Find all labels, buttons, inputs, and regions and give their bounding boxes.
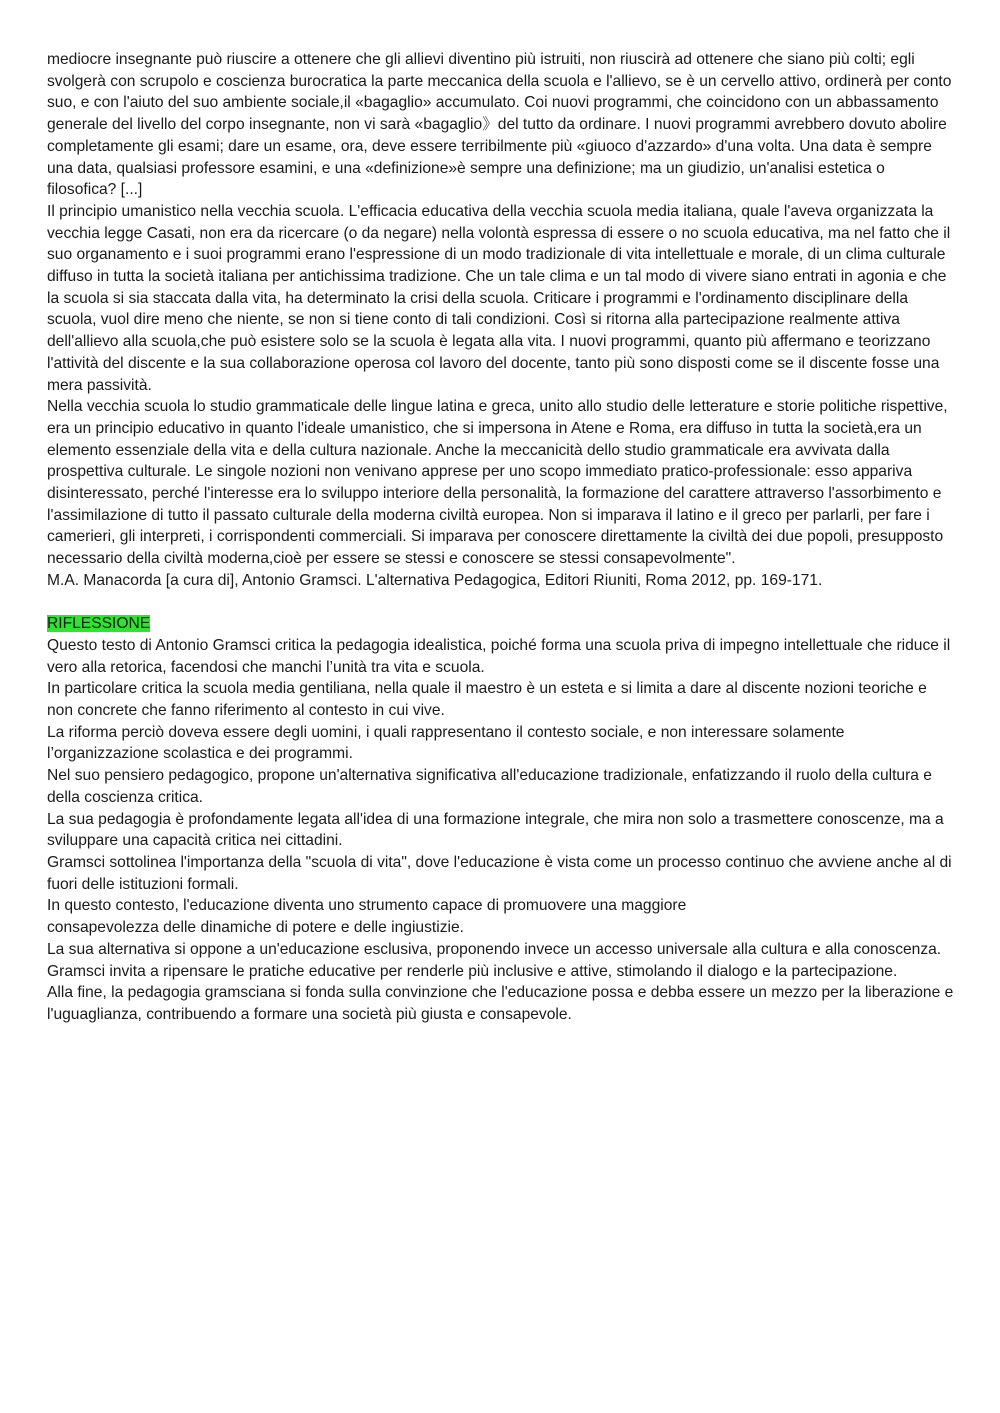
reflection-heading-line (47, 613, 957, 635)
reflection-paragraph: consapevolezza delle dinamiche di potere e delle ingiustizie. (47, 919, 464, 937)
reflection-paragraph: Gramsci sottolinea l'importanza della "scuola di vita", dove l'educazione è vista come un processo continuo che avviene anche al di fuori delle istituzioni formali. (47, 854, 952, 893)
reflection-paragraph: La sua alternativa si oppone a un'educazione esclusiva, proponendo invece un accesso universale alla cultura e alla conoscenza. (47, 940, 942, 958)
blank-line (47, 592, 957, 614)
citation: M.A. Manacorda [a cura di], Antonio Gramsci. L'alternativa Pedagogica, Editori Riuniti, Roma 2012, pp. 169-171. (47, 571, 823, 589)
paragraph: Nella vecchia scuola lo studio grammaticale delle lingue latina e greca, unito allo studio delle letterature e storie politiche rispettive, era un principio educativo in quanto l'ideale umanistico, che si impersona in Atene e Roma, era diffuso in tutta la società,era un elemento essenziale della vita e della cultura nazionale. Anche la meccanicità dello studio grammaticale era avvivata dalla prospettiva culturale. Le singole nozioni non venivano apprese per uno scopo immediato pratico-professionale: esso appariva disinteressato, perché l'interesse era lo sviluppo interiore della personalità, la formazione del carattere attraverso l'assorbimento e l'assimilazione di tutto il passato culturale della moderna civiltà europea. Non si imparava il latino e il greco per parlarli, per fare i camerieri, gli interpreti, i corrispondenti commerciali. Si imparava per conoscere direttamente la civiltà dei due popoli, presupposto necessario della civiltà moderna,cioè per essere se stessi e conoscere se stessi consapevolmente". (47, 398, 948, 568)
reflection-paragraph: Gramsci invita a ripensare le pratiche educative per renderle più inclusive e attive, stimolando il dialogo e la partecipazione. (47, 962, 898, 980)
reflection-paragraph: La sua pedagogia è profondamente legata all'idea di una formazione integrale, che mira non solo a trasmettere conoscenze, ma a sviluppare una capacità critica nei cittadini. (47, 810, 944, 850)
reflection-paragraph: In particolare critica la scuola media gentiliana, nella quale il maestro è un esteta e si limita a dare al discente nozioni teoriche e non concrete che fanno riferimento al contesto in cui vive. (47, 680, 927, 720)
reflection-paragraph: Nel suo pensiero pedagogico, propone un'alternativa significativa all'educazione tradizionale, enfatizzando il ruolo della cultura e della coscienza critica. (47, 767, 932, 806)
reflection-paragraph: La riforma perciò doveva essere degli uomini, i quali rappresentano il contesto sociale, e non interessare solamente l’organizzazione scolastica e dei programmi. (47, 723, 845, 763)
reflection-paragraph: Alla fine, la pedagogia gramsciana si fonda sulla convinzione che l'educazione possa e debba essere un mezzo per la liberazione e l'uguaglianza, contribuendo a formare una società più giusta e consapevole. (47, 984, 954, 1023)
document-body (47, 49, 957, 1026)
paragraph: mediocre insegnante può riuscire a ottenere che gli allievi diventino più istruiti, non riuscirà ad ottenere che siano più colti; egli svolgerà con scrupolo e coscienza burocratica la parte meccanica della scuola e l'allievo, se è un cervello attivo, ordinerà per conto suo, e con l'aiuto del suo ambiente sociale,il «bagaglio» accumulato. Coi nuovi programmi, che coincidono con un abbassamento generale del livello del corpo insegnante, non vi sarà «bagaglio》del tutto da ordinare. I nuovi programmi avrebbero dovuto abolire completamente gli esami; dare un esame, ora, deve essere terribilmente più «giuoco d'azzardo» d'una volta. Una data è sempre una data, qualsiasi professore esamini, e una «definizione»è sempre una definizione; ma un giudizio, un'analisi estetica o filosofica? [...] (47, 51, 952, 199)
reflection-paragraph: In questo contesto, l'educazione diventa uno strumento capace di promuovere una maggiore (47, 897, 687, 915)
reflection-section (47, 613, 957, 1025)
paragraph: Il principio umanistico nella vecchia scuola. L'efficacia educativa della vecchia scuola media italiana, quale l'aveva organizzata la vecchia legge Casati, non era da ricercare (o da negare) nella volontà espressa di essere o no scuola educativa, ma nel fatto che il suo organamento e i suoi programmi erano l'espressione di un modo tradizionale di vita intellettuale e morale, di un clima culturale diffuso in tutta la società italiana per antichissima tradizione. Che un tale clima e un tal modo di vivere siano entrati in agonia e che la scuola si sia staccata dalla vita, ha determinato la crisi della scuola. Criticare i programmi e l'ordinamento disciplinare della scuola, vuol dire meno che niente, se non si tiene conto di tali condizioni. Così si ritorna alla partecipazione realmente attiva dell'allievo alla scuola,che può esistere solo se la scuola è legata alla vita. I nuovi programmi, quanto più affermano e teorizzano l'attività del discente e la sua collaborazione operosa col lavoro del docente, tanto più sono disposti come se il discente fosse una mera passività. (47, 202, 951, 394)
quoted-text (47, 49, 957, 592)
reflection-paragraph: Questo testo di Antonio Gramsci critica la pedagogia idealistica, poiché forma una scuola priva di impegno intellettuale che riduce il vero alla retorica, facendosi che manchi l’unità tra vita e scuola. (47, 636, 951, 676)
reflection-heading: RIFLESSIONE (47, 615, 151, 633)
